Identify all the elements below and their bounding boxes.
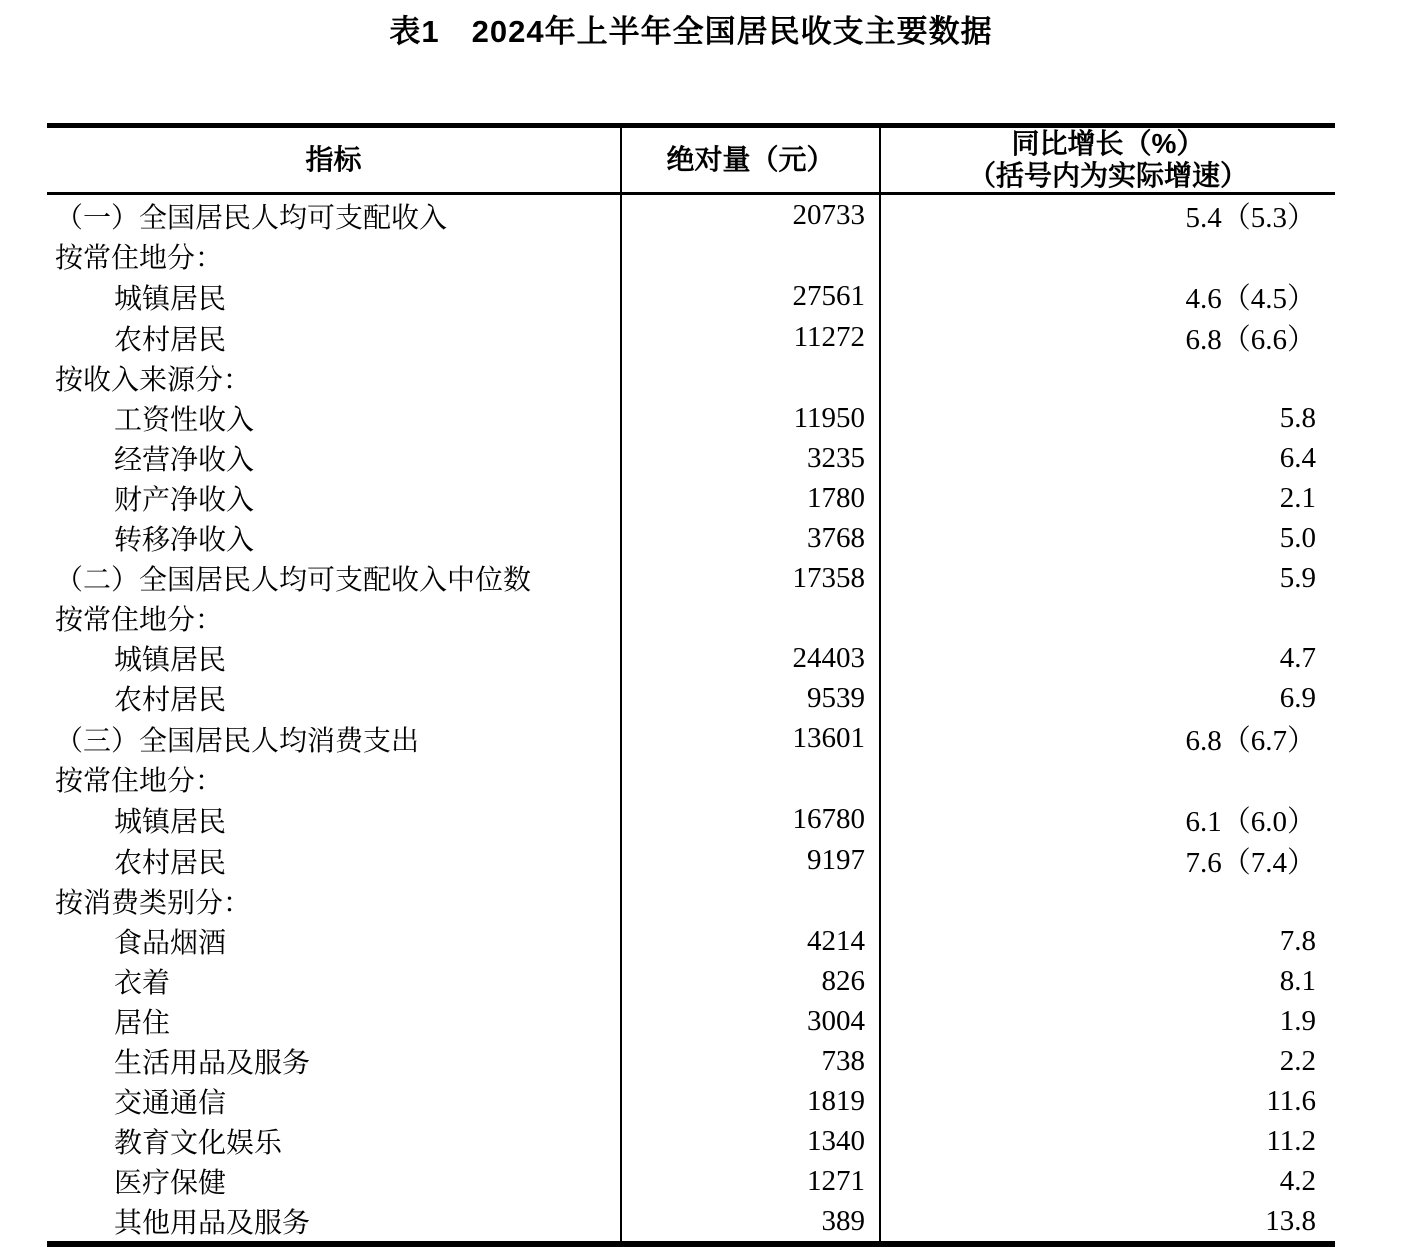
absolute-amount-cell: 3235 (621, 438, 880, 478)
growth-rate-cell (880, 236, 1335, 276)
absolute-amount-cell: 9197 (621, 840, 880, 881)
table-row (47, 921, 1335, 961)
indicator-cell: 经营净收入 (114, 444, 255, 475)
table-row (47, 478, 1335, 518)
table-row (47, 598, 1335, 638)
indicator-cell: 交通通信 (114, 1087, 227, 1118)
absolute-amount-cell: 1340 (621, 1121, 880, 1161)
table-row (47, 678, 1335, 718)
indicator-cell: 教育文化娱乐 (114, 1127, 283, 1158)
indicator-cell: 农村居民 (114, 846, 227, 878)
income-expenditure-table (47, 123, 1335, 1247)
growth-rate-cell: 5.8 (1279, 401, 1316, 434)
table-row (47, 438, 1335, 478)
growth-rate-cell: 4.2 (1279, 1164, 1316, 1197)
indicator-cell: 城镇居民 (114, 805, 227, 837)
table-row (47, 961, 1335, 1001)
col-header-indicator: 指标 (47, 126, 621, 194)
indicator-cell: 农村居民 (114, 684, 227, 715)
table-header (47, 126, 1335, 194)
indicator-cell: 按常住地分： (55, 604, 224, 635)
table-row (47, 799, 1335, 840)
absolute-amount-cell: 24403 (621, 638, 880, 678)
indicator-cell: 其他用品及服务 (114, 1207, 311, 1238)
indicator-cell: 城镇居民 (114, 282, 227, 314)
indicator-cell: 按常住地分： (55, 242, 224, 273)
absolute-amount-cell: 13601 (621, 718, 880, 759)
yoy-growth-label-line2: （括号内为实际增速） (967, 160, 1248, 191)
growth-rate-cell: 6.8（6.7） (1185, 725, 1316, 757)
table-row (47, 1081, 1335, 1121)
growth-rate-cell: 4.7 (1279, 641, 1316, 674)
growth-rate-cell: 6.4 (1279, 441, 1316, 474)
absolute-amount-cell: 1819 (621, 1081, 880, 1121)
absolute-amount-cell: 826 (621, 961, 880, 1001)
absolute-amount-cell (621, 759, 880, 799)
indicator-cell: 衣着 (114, 967, 171, 998)
table-row (47, 317, 1335, 358)
absolute-amount-cell: 11272 (621, 317, 880, 358)
absolute-amount-cell: 9539 (621, 678, 880, 718)
indicator-cell: 按常住地分： (55, 765, 224, 796)
absolute-amount-cell: 3768 (621, 518, 880, 558)
col-header-absolute-amount: 绝对量（元） (621, 126, 880, 194)
indicator-cell: 转移净收入 (114, 524, 255, 555)
table-row (47, 358, 1335, 398)
growth-rate-cell: 13.8 (1265, 1204, 1316, 1237)
table-row (47, 718, 1335, 759)
indicator-cell: 工资性收入 (114, 404, 255, 435)
growth-rate-cell: 4.6（4.5） (1185, 283, 1316, 315)
absolute-amount-cell: 20733 (621, 194, 880, 237)
absolute-amount-cell: 27561 (621, 276, 880, 317)
growth-rate-cell: 6.9 (1279, 681, 1316, 714)
growth-rate-cell (880, 881, 1335, 921)
header-row (47, 126, 1335, 194)
table-row (47, 881, 1335, 921)
growth-rate-cell: 11.6 (1266, 1084, 1316, 1117)
table-row (47, 638, 1335, 678)
table-row (47, 236, 1335, 276)
indicator-cell: 医疗保健 (114, 1167, 227, 1198)
growth-rate-cell: 7.8 (1279, 924, 1316, 957)
indicator-cell: （一）全国居民人均可支配收入 (55, 201, 448, 233)
indicator-cell: 生活用品及服务 (114, 1047, 311, 1078)
absolute-amount-cell (621, 358, 880, 398)
growth-rate-cell: 2.2 (1279, 1044, 1316, 1077)
growth-rate-cell: 11.2 (1266, 1124, 1316, 1157)
table-row (47, 1041, 1335, 1081)
table-row (47, 558, 1335, 598)
growth-rate-cell: 2.1 (1279, 481, 1316, 514)
absolute-amount-cell (621, 598, 880, 638)
yoy-growth-label-line1: 同比增长（%） (1011, 128, 1205, 159)
table-body (47, 194, 1335, 1245)
absolute-amount-cell: 1780 (621, 478, 880, 518)
indicator-cell: 食品烟酒 (114, 927, 227, 958)
table-title: 表1 2024年上半年全国居民收支主要数据 (389, 14, 993, 49)
growth-rate-cell: 6.8（6.6） (1185, 324, 1316, 356)
growth-rate-cell: 5.4（5.3） (1185, 202, 1316, 234)
table-row (47, 1201, 1335, 1244)
indicator-cell: 财产净收入 (114, 484, 255, 515)
growth-rate-cell: 5.0 (1279, 521, 1316, 554)
absolute-amount-cell: 738 (621, 1041, 880, 1081)
indicator-cell: 居住 (114, 1007, 171, 1038)
absolute-amount-cell: 1271 (621, 1161, 880, 1201)
growth-rate-cell: 8.1 (1279, 964, 1316, 997)
table-row (47, 1001, 1335, 1041)
table-row (47, 1121, 1335, 1161)
indicator-cell: 农村居民 (114, 323, 227, 355)
table-row (47, 194, 1335, 237)
indicator-cell: 按收入来源分： (55, 364, 252, 395)
indicator-cell: 按消费类别分： (55, 887, 252, 918)
absolute-amount-cell: 389 (621, 1201, 880, 1244)
table-row (47, 840, 1335, 881)
growth-rate-cell: 1.9 (1279, 1004, 1316, 1037)
table-row (47, 759, 1335, 799)
growth-rate-cell (880, 358, 1335, 398)
table-row (47, 276, 1335, 317)
growth-rate-cell (880, 598, 1335, 638)
table-row (47, 1161, 1335, 1201)
indicator-cell: （二）全国居民人均可支配收入中位数 (55, 564, 532, 595)
absolute-amount-cell: 11950 (621, 398, 880, 438)
col-header-yoy-growth (880, 126, 1335, 194)
table-row (47, 518, 1335, 558)
growth-rate-cell: 7.6（7.4） (1185, 847, 1316, 879)
absolute-amount-cell: 3004 (621, 1001, 880, 1041)
table-row (47, 398, 1335, 438)
absolute-amount-cell: 17358 (621, 558, 880, 598)
indicator-cell: （三）全国居民人均消费支出 (55, 724, 420, 756)
statistical-report-page (47, 0, 1335, 1247)
absolute-amount-cell: 4214 (621, 921, 880, 961)
indicator-cell: 城镇居民 (114, 644, 227, 675)
growth-rate-cell: 6.1（6.0） (1185, 806, 1316, 838)
absolute-amount-cell (621, 881, 880, 921)
growth-rate-cell (880, 759, 1335, 799)
growth-rate-cell: 5.9 (1279, 561, 1316, 594)
absolute-amount-cell: 16780 (621, 799, 880, 840)
absolute-amount-cell (621, 236, 880, 276)
